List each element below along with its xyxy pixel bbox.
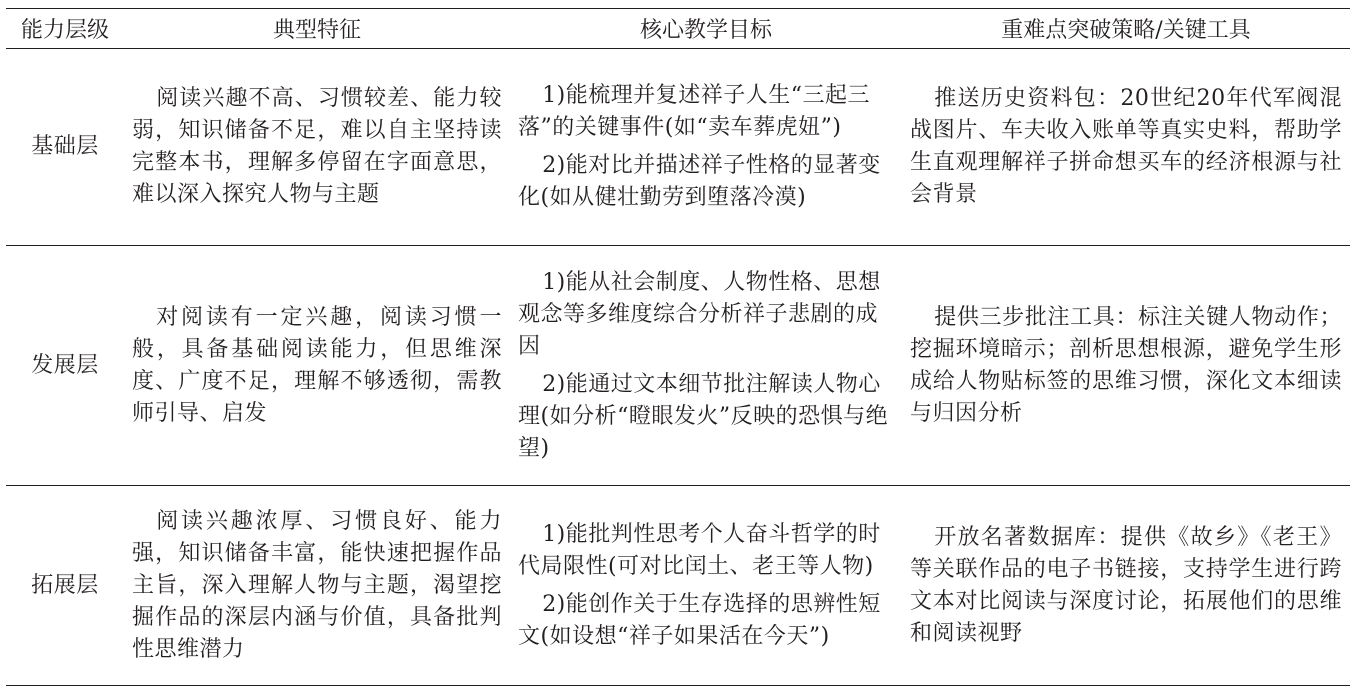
- header-strategy-tools: 重难点突破策略/关键工具: [1001, 18, 1251, 43]
- level-cell: 发展层: [31, 352, 99, 378]
- strategy-text: 开放名著数据库：提供《故乡》《老王》等关联作品的电子书链接，支持学生进行跨文本对比阅读与深度讨论，拓展他们的思维和阅读视野: [910, 524, 1342, 646]
- goal-item: 2)能通过文本细节批注解读人物心理(如分析“瞪眼发火”反映的恐惧与绝望): [518, 371, 889, 461]
- strategy-cell: [902, 246, 1350, 486]
- header-core-goals: 核心教学目标: [639, 18, 772, 43]
- ability-level-table: [6, 8, 1350, 686]
- goals-cell: [510, 486, 902, 686]
- goals-cell: [510, 246, 902, 486]
- table-row: [6, 49, 1350, 246]
- goal-item: 1)能批判性思考个人奋斗哲学的时代局限性(可对比闰土、老王等人物): [518, 521, 881, 579]
- header-ability-level: 能力层级: [20, 18, 109, 43]
- features-text: 阅读兴趣不高、习惯较差、能力较弱，知识储备不足，难以自主坚持读完整本书，理解多停留在字面意思，难以深入探究人物与主题: [132, 86, 502, 207]
- table-row: [6, 246, 1350, 486]
- goal-item: 1)能从社会制度、人物性格、思想观念等多维度综合分析祥子悲剧的成因: [518, 269, 881, 359]
- features-text: 阅读兴趣浓厚、习惯良好、能力强，知识储备丰富，能快速把握作品主旨，深入理解人物与主题，渴望挖掘作品的深层内涵与价值，具备批判性思维潜力: [132, 508, 502, 662]
- header-typical-features: 典型特征: [272, 18, 361, 43]
- table-header: [6, 9, 1350, 49]
- table-row: [6, 486, 1350, 686]
- goal-item: 1)能梳理并复述祥子人生“三起三落”的关键事件(如“卖车葬虎妞”): [518, 83, 871, 140]
- table-body: [6, 49, 1350, 686]
- goals-cell: [510, 49, 902, 246]
- features-cell: [124, 49, 510, 246]
- header-row: [6, 9, 1350, 49]
- level-cell: 拓展层: [31, 572, 99, 598]
- level-cell: 基础层: [31, 134, 99, 159]
- goal-item: 2)能对比并描述祥子性格的显著变化(如从健壮勤劳到堕落冷漠): [518, 153, 881, 210]
- strategy-cell: [902, 49, 1350, 246]
- features-text: 对阅读有一定兴趣，阅读习惯一般，具备基础阅读能力，但思维深度、广度不足，理解不够透彻，需教师引导、启发: [132, 304, 502, 426]
- goal-item: 2)能创作关于生存选择的思辨性短文(如设想“祥子如果活在今天”): [518, 591, 881, 649]
- features-cell: [124, 246, 510, 486]
- strategy-cell: [902, 486, 1350, 686]
- features-cell: [124, 486, 510, 686]
- strategy-text: 提供三步批注工具：标注关键人物动作；挖掘环境暗示；剖析思想根源，避免学生形成给人物贴标签的思维习惯，深化文本细读与归因分析: [910, 304, 1342, 426]
- strategy-text: 推送历史资料包：20世纪20年代军阀混战图片、车夫收入账单等真实史料，帮助学生直观理解祥子拼命想买车的经济根源与社会背景: [910, 86, 1342, 207]
